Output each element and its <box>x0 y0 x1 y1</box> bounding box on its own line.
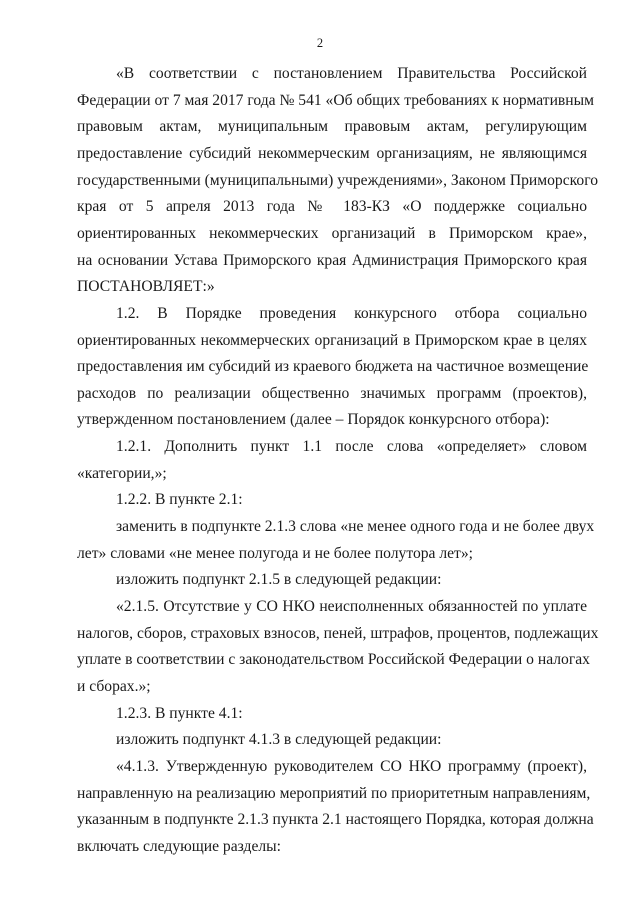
paragraph-line: 1.2. В Порядке проведения конкурсного отбора социально <box>116 305 587 322</box>
paragraph-line: предоставление субсидий некоммерческим организациям, не являющимся <box>77 145 587 162</box>
paragraph-line-last: «категории,»; <box>77 465 167 482</box>
paragraph-line-last: 1.2.2. В пункте 2.1: <box>116 491 243 508</box>
paragraph-line: ориентированных некоммерческих организаций в Приморском крае», <box>77 225 587 242</box>
paragraph-line: налогов, сборов, страховых взносов, пеней, штрафов, процентов, подлежащих <box>77 625 599 642</box>
paragraph-line: 1.2.1. Дополнить пункт 1.1 после слова «определяет» словом <box>116 438 587 455</box>
paragraph-line-last: лет» словами «не менее полугода и не более полутора лет»; <box>77 545 474 562</box>
paragraph-line: на основании Устава Приморского края Администрация Приморского края <box>77 252 587 269</box>
paragraph-line: государственными (муниципальными) учреждениями», Законом Приморского <box>77 172 598 189</box>
paragraph-line: «4.1.3. Утвержденную руководителем СО НКО программу (проект), <box>116 758 587 775</box>
paragraph-line-last: и сборах.»; <box>77 678 151 695</box>
paragraph-line: уплате в соответствии с законодательством Российской Федерации о налогах <box>77 651 590 668</box>
paragraph-line: заменить в подпункте 2.1.3 слова «не менее одного года и не более двух <box>116 518 595 535</box>
paragraph-line-last: изложить подпункт 4.1.3 в следующей редакции: <box>116 731 442 748</box>
paragraph-line: края от 5 апреля 2013 года № 183-КЗ «О поддержке социально <box>77 198 587 215</box>
paragraph-line: ориентированных некоммерческих организаций в Приморском крае в целях <box>77 332 587 349</box>
paragraph-line: правовым актам, муниципальным правовым актам, регулирующим <box>77 118 587 135</box>
paragraph-line-last: изложить подпункт 2.1.5 в следующей редакции: <box>116 571 442 588</box>
paragraph-line: указанным в подпункте 2.1.3 пункта 2.1 настоящего Порядка, которая должна <box>77 811 594 828</box>
paragraph-line-last: включать следующие разделы: <box>77 838 281 855</box>
paragraph-line: предоставления им субсидий из краевого бюджета на частичное возмещение <box>77 358 589 375</box>
paragraph-line: Федерации от 7 мая 2017 года № 541 «Об общих требованиях к нормативным <box>77 92 594 109</box>
paragraph-line-last: утвержденном постановлением (далее – Порядок конкурсного отбора): <box>77 411 550 428</box>
paragraph-line-last: ПОСТАНОВЛЯЕТ:» <box>77 278 215 295</box>
paragraph-line-last: 1.2.3. В пункте 4.1: <box>116 705 243 722</box>
paragraph-line: «2.1.5. Отсутствие у СО НКО неисполненных обязанностей по уплате <box>116 598 587 615</box>
paragraph-line: направленную на реализацию мероприятий по приоритетным направлениям, <box>77 785 591 802</box>
paragraph-line: расходов по реализации общественно значимых программ (проектов), <box>77 385 587 402</box>
page-number: 2 <box>316 36 324 50</box>
paragraph-line: «В соответствии с постановлением Правительства Российской <box>116 65 587 82</box>
